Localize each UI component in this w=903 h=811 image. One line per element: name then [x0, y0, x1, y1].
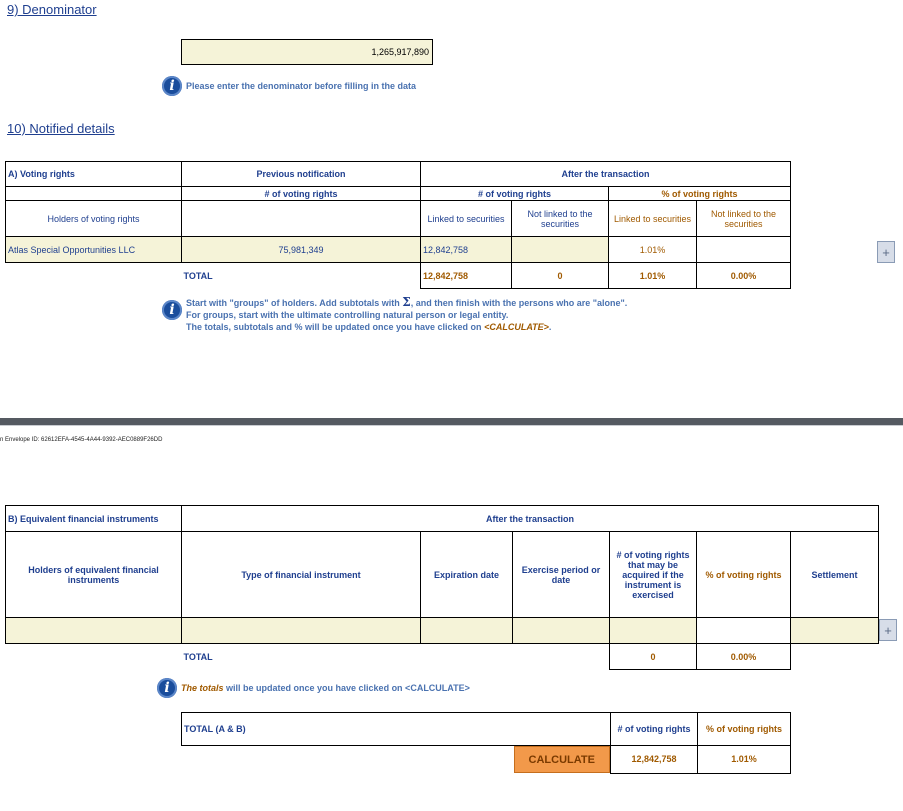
holders-header: Holders of voting rights — [6, 201, 182, 237]
divider — [0, 425, 903, 426]
equiv-type-cell[interactable] — [182, 618, 421, 644]
add-holder-button[interactable]: + — [877, 241, 895, 263]
expiration-header: Expiration date — [421, 532, 513, 618]
total-label: TOTAL — [183, 270, 213, 281]
voting-rights-section-label: A) Voting rights — [6, 162, 182, 187]
equiv-expiration-cell[interactable] — [421, 618, 513, 644]
total-ab-pct-header: % of voting rights — [698, 713, 791, 746]
blank-cell — [182, 746, 514, 774]
equiv-exercise-cell[interactable] — [513, 618, 610, 644]
table-row — [6, 618, 879, 644]
equiv-info-b: will be updated once you have clicked on <CALCULATE> — [223, 683, 470, 693]
equiv-total-num: 0 — [610, 644, 697, 670]
blank-cell — [6, 263, 182, 289]
num-voting-rights-header: # of voting rights — [421, 187, 609, 201]
equiv-pct-header: % of voting rights — [697, 532, 791, 618]
pct-not-linked-cell — [697, 237, 791, 263]
equiv-pct-cell — [697, 618, 791, 644]
voting-rights-table — [5, 161, 791, 289]
denominator-info-text: Please enter the denominator before filling in the data — [186, 81, 417, 91]
envelope-id: n Envelope ID: 62612EFA-4545-4A44-9392-AEC0889F26DD — [0, 437, 163, 443]
table-row — [6, 237, 791, 263]
pct-linked-header: Linked to securities — [609, 201, 697, 237]
calculate-cell — [514, 746, 611, 774]
voting-rights-info — [162, 296, 627, 333]
pct-not-linked-header: Not linked to the securities — [697, 201, 791, 237]
blank-cell — [791, 644, 879, 670]
prev-num-voting-rights-header: # of voting rights — [182, 187, 421, 201]
total-linked: 12,842,758 — [421, 263, 512, 289]
blank-cell — [6, 187, 182, 201]
section-10-title: 10) Notified details — [7, 121, 115, 136]
info-icon: i — [157, 678, 177, 698]
sigma-icon: Σ — [402, 295, 411, 309]
total-pct-not-linked: 0.00% — [697, 263, 791, 289]
num-rights-header: # of voting rights that may be acquired if the instrument is exercised — [610, 532, 697, 618]
denominator-info — [162, 76, 416, 96]
previous-cell[interactable]: 75,981,349 — [182, 237, 421, 263]
page-separator — [0, 418, 903, 425]
after-transaction-header: After the transaction — [421, 162, 791, 187]
calculate-reference: <CALCULATE> — [484, 322, 549, 332]
settlement-header: Settlement — [791, 532, 879, 618]
pct-voting-rights-header: % of voting rights — [609, 187, 791, 201]
info-line2: For groups, start with the ultimate controlling natural person or legal entity. — [186, 310, 509, 320]
total-ab-num-header: # of voting rights — [611, 713, 698, 746]
equiv-holders-header: Holders of equivalent financial instruments — [6, 532, 182, 618]
type-header: Type of financial instrument — [182, 532, 421, 618]
info-line1-a: Start with "groups" of holders. Add subtotals with — [186, 298, 400, 308]
holder-name-cell[interactable]: Atlas Special Opportunities LLC — [6, 237, 182, 263]
previous-notification-header: Previous notification — [182, 162, 421, 187]
add-instrument-button[interactable]: + — [879, 619, 897, 641]
exercise-header: Exercise period or date — [513, 532, 610, 618]
equiv-settlement-cell[interactable] — [791, 618, 879, 644]
info-line3-c: . — [548, 322, 552, 332]
linked-cell[interactable]: 12,842,758 — [421, 237, 512, 263]
total-ab-label: TOTAL (A & B) — [182, 713, 611, 746]
not-linked-cell[interactable] — [512, 237, 609, 263]
total-ab-num-value: 12,842,758 — [611, 746, 698, 774]
equivalent-instruments-table — [5, 505, 879, 670]
blank-cell — [182, 201, 421, 237]
info-icon: i — [162, 76, 182, 96]
total-pct-linked: 1.01% — [609, 263, 697, 289]
section-9-title: 9) Denominator — [7, 2, 97, 17]
total-ab-pct-value: 1.01% — [698, 746, 791, 774]
not-linked-header: Not linked to the securities — [512, 201, 609, 237]
blank-cell — [513, 644, 610, 670]
equiv-total-pct: 0.00% — [697, 644, 791, 670]
total-ab-table — [181, 712, 791, 774]
equiv-num-cell[interactable] — [610, 618, 697, 644]
equiv-holder-cell[interactable] — [6, 618, 182, 644]
equivalent-info — [157, 678, 470, 698]
total-not-linked: 0 — [512, 263, 609, 289]
blank-cell — [6, 644, 182, 670]
equivalent-section-label: B) Equivalent financial instruments — [6, 506, 182, 532]
calculate-button[interactable]: CALCULATE — [514, 746, 611, 773]
denominator-input[interactable]: 1,265,917,890 — [181, 39, 433, 65]
info-icon: i — [162, 300, 182, 320]
pct-linked-cell: 1.01% — [609, 237, 697, 263]
blank-cell — [421, 644, 513, 670]
linked-header: Linked to securities — [421, 201, 512, 237]
info-line3-a: The totals, subtotals and % will be updated once you have clicked on — [186, 322, 482, 332]
equiv-info-a: The totals — [181, 683, 224, 693]
info-line1-b: , and then finish with the persons who are "alone". — [410, 298, 628, 308]
after-transaction-header: After the transaction — [182, 506, 879, 532]
equiv-total-label: TOTAL — [183, 651, 213, 662]
